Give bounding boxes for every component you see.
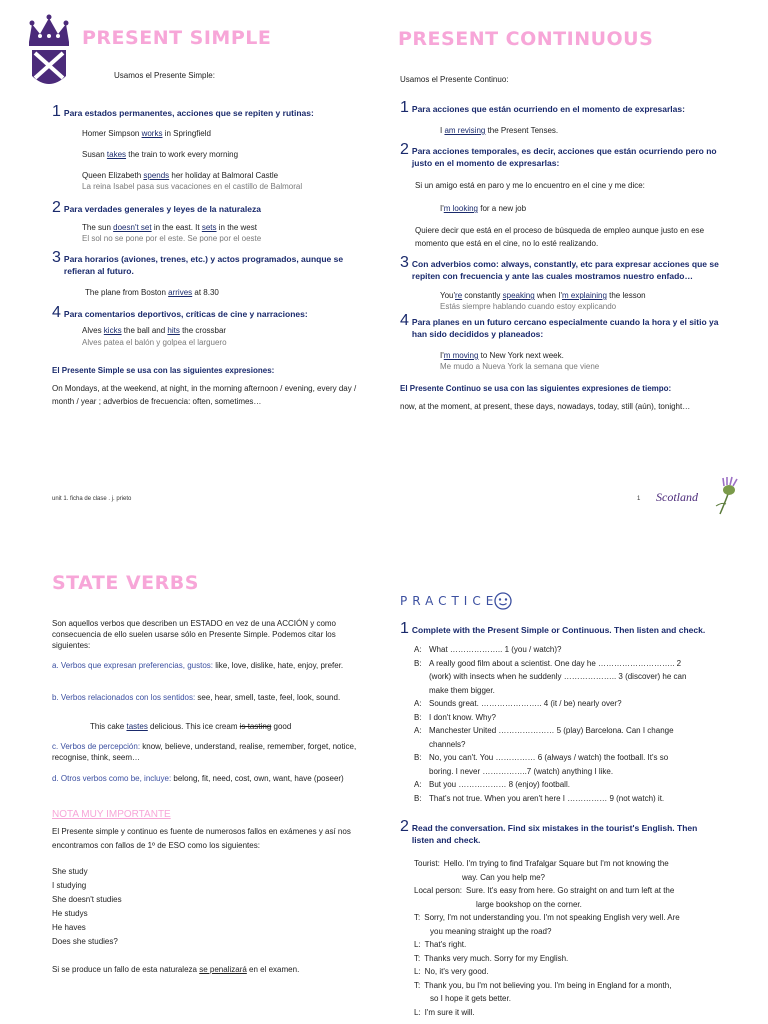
dialogue-text: Thank you, bu I'm not believing you. I'm being in England for a month,	[424, 980, 672, 990]
dialogue-line	[414, 938, 734, 952]
dialogue-line	[414, 898, 734, 912]
state-verbs-item-b: b. Verbos relacionados con los sentidos: see, hear, smell, taste, feel, look, sound.	[52, 693, 341, 702]
footer-left: unit 1. ficha de clase . j. prieto	[52, 496, 132, 502]
dialogue-text: No, you can't. You …………… 6 (always / watch) the football. It's so	[429, 753, 669, 762]
dialogue-text: That's not true. When you aren't here I …………… 9 (not watch) it.	[429, 793, 665, 803]
error-item: He studys	[52, 909, 88, 918]
dialogue-line	[414, 884, 734, 898]
ps-expressions-heading: El Presente Simple se usa con las siguientes expresiones:	[52, 366, 275, 375]
ps-expressions: On Mondays, at the weekend, at night, in the morning afternoon / evening, every day / month / year ; adverbios de frecuencia: often, sometimes…	[52, 384, 357, 406]
dialogue-text: I'm sure it will.	[424, 1007, 475, 1017]
present-continuous-intro: Usamos el Presente Continuo:	[400, 75, 509, 84]
speaker-label: B:	[414, 712, 422, 722]
speaker-label: L:	[414, 967, 421, 976]
dialogue-line	[414, 992, 734, 1006]
pc-text-2: Si un amigo está en paro y me lo encuentro en el cine y me dice:	[415, 181, 645, 190]
error-list	[52, 865, 122, 949]
ps-example-4: Alves kicks the ball and hits the crossbar	[82, 326, 227, 335]
dialogue-text: That's right.	[424, 940, 467, 949]
ps-example-1c: Queen Elizabeth spends her holiday at Balmoral Castle	[82, 171, 279, 180]
error-item: I studying	[52, 881, 87, 890]
speaker-label: A:	[414, 699, 422, 708]
dialogue-line	[414, 670, 734, 684]
pc-example-2: I'm looking for a new job	[440, 204, 527, 213]
practice-ex2-heading: 2 Read the conversation. Find six mistakes in the tourist's English. Then listen and check.	[400, 818, 698, 845]
dialogue-line	[414, 911, 734, 925]
dialogue-line	[414, 684, 734, 698]
state-verbs-item-c: c. Verbos de percepción: know, believe, understand, realise, remember, forget, notice, recognise, think, seem…	[52, 742, 357, 762]
speaker-label: Tourist:	[414, 859, 440, 868]
dialogue-text: boring. I never ……………..7 (watch) anything I like.	[429, 766, 614, 776]
ps-translation-1c: La reina Isabel pasa sus vacaciones en el castillo de Balmoral	[82, 182, 303, 191]
present-continuous-title: PRESENT CONTINUOUS	[398, 28, 654, 50]
dialogue-line	[414, 1006, 734, 1020]
dialogue-line	[414, 751, 734, 765]
state-verbs-example-b: This cake tastes delicious. This ice cream is tasting good	[90, 722, 292, 731]
pc-section-3: 3 Con adverbios como: always, constantly, etc para expresar acciones que se repiten con frecuencia y ante las cuales mostramos nuestro enfado…	[400, 254, 719, 281]
speaker-label: Local person:	[414, 886, 463, 895]
ps-example-3: The plane from Boston arrives at 8.30	[85, 288, 219, 297]
pc-section-2: 2 Para acciones temporales, es decir, acciones que están ocurriendo pero no justo en el momento de expresarlas:	[400, 141, 717, 168]
ps-example-1a: Homer Simpson works in Springfield	[82, 129, 211, 138]
pc-translation-3: Estás siempre hablando cuando estoy explicando	[440, 302, 617, 311]
pc-text-2b: Quiere decir que está en el proceso de búsqueda de empleo aunque justo en ese momento que está en el cine, no lo esté realizando.	[415, 226, 705, 248]
speaker-label: B:	[414, 793, 422, 803]
speaker-label: A:	[414, 645, 422, 654]
face-icon	[494, 592, 512, 610]
dialogue-text: No, it's very good.	[424, 967, 489, 976]
section-number: 1	[52, 103, 61, 120]
ps-section-4: 4 Para comentarios deportivos, críticas de cine y narraciones:	[52, 304, 308, 321]
speaker-label: A:	[414, 780, 422, 789]
dialogue-line	[414, 738, 734, 752]
dialogue-line	[414, 765, 734, 779]
ps-section-1	[52, 105, 352, 119]
practice-ex1-heading: 1 Complete with the Present Simple or Continuous. Then listen and check.	[400, 620, 706, 637]
ps-example-1b: Susan takes the train to work every morning	[82, 150, 239, 159]
error-item: He haves	[52, 923, 86, 932]
speaker-label: L:	[414, 940, 421, 949]
ps-translation-2: El sol no se pone por el este. Se pone por el oeste	[82, 234, 262, 243]
speaker-label: T:	[414, 980, 421, 990]
dialogue-line	[414, 792, 734, 806]
dialogue-text: Manchester United ………………… 5 (play) Barcelona. Can I change	[429, 726, 674, 735]
speaker-label: B:	[414, 658, 422, 668]
state-verbs-item-a: a. Verbos que expresan preferencias, gustos: like, love, dislike, hate, enjoy, prefer.	[52, 661, 344, 670]
pc-section-4: 4 Para planes en un futuro cercano especialmente cuando la hora y el sitio ya han sido decididos y planeados:	[400, 312, 719, 339]
ps-example-2: The sun doesn't set in the east. It sets in the west	[82, 223, 257, 232]
penalty-note: Si se produce un fallo de esta naturaleza se penalizará en el examen.	[52, 965, 300, 974]
nota-text: El Presente simple y continuo es fuente de numerosos fallos en exámenes y así nos encontramos con fallos de 1º de ESO como los siguientes:	[52, 827, 351, 850]
dialogue-text: Sorry, I'm not understanding you. I'm not speaking English very well. Are	[424, 913, 680, 922]
dialogue-line	[414, 643, 734, 657]
speaker-label: L:	[414, 1007, 421, 1017]
present-simple-title: PRESENT SIMPLE	[82, 27, 272, 49]
practice-ex2-lines	[414, 857, 734, 1019]
speaker-label: T:	[414, 953, 421, 963]
dialogue-text: What ……………….. 1 (you / watch)?	[429, 645, 562, 654]
practice-ex1-lines	[414, 643, 734, 805]
dialogue-text: Sure. It's easy from here. Go straight on and turn left at the	[466, 886, 675, 895]
dialogue-text: so I hope it gets better.	[430, 994, 511, 1003]
dialogue-text: make them bigger.	[429, 685, 495, 695]
crown-saltire-crest	[26, 14, 72, 94]
practice-title: PRACTICE	[400, 594, 499, 608]
pc-example-1: I am revising the Present Tenses.	[440, 126, 559, 135]
dialogue-text: way. Can you help me?	[462, 872, 546, 882]
dialogue-text: you meaning straight up the road?	[430, 926, 552, 936]
dialogue-line	[414, 857, 734, 871]
error-item: Does she studies?	[52, 937, 118, 946]
dialogue-text: (work) with insects when he suddenly ……………….. 3 (discover) he can	[429, 672, 687, 681]
dialogue-line	[414, 965, 734, 979]
dialogue-line	[414, 724, 734, 738]
dialogue-line	[414, 711, 734, 725]
pc-section-1: 1 Para acciones que están ocurriendo en el momento de expresarlas:	[400, 99, 685, 116]
pc-example-3: You're constantly speaking when I'm explaining the lesson	[440, 291, 646, 300]
dialogue-line	[414, 979, 734, 993]
dialogue-line	[414, 871, 734, 885]
dialogue-line	[414, 952, 734, 966]
dialogue-text: Hello. I'm trying to find Trafalgar Square but I'm not knowing the	[443, 859, 669, 868]
pc-expressions: now, at the moment, at present, these days, nowadays, today, still (aún), tonight…	[400, 402, 691, 411]
pc-example-4: I'm moving to New York next week.	[440, 351, 564, 360]
dialogue-text: large bookshop on the corner.	[476, 899, 582, 909]
ps-translation-4: Alves patea el balón y golpea el larguero	[82, 338, 227, 347]
ps-section-3: 3 Para horarios (aviones, trenes, etc.) y actos programados, aunque se refieran al futuro.	[52, 249, 344, 276]
dialogue-text: A really good film about a scientist. One day he ……………………….. 2	[429, 658, 682, 668]
scotland-label: Scotland	[656, 490, 698, 504]
section-heading: Para estados permanentes, acciones que se repiten y rutinas:	[63, 108, 314, 118]
state-verbs-item-d: d. Otros verbos como be, incluye: belong, fit, need, cost, own, want, have (poseer)	[52, 774, 344, 783]
dialogue-text: channels?	[429, 739, 466, 749]
dialogue-line	[414, 778, 734, 792]
dialogue-line	[414, 697, 734, 711]
dialogue-text: But you ……………… 8 (enjoy) football.	[429, 780, 570, 789]
thistle-icon	[712, 476, 742, 516]
dialogue-text: I don't know. Why?	[429, 712, 496, 722]
pc-translation-4: Me mudo a Nueva York la semana que viene	[440, 362, 600, 371]
ps-section-2: 2 Para verdades generales y leyes de la naturaleza	[52, 199, 261, 216]
dialogue-line	[414, 657, 734, 671]
pc-expressions-heading: El Presente Continuo se usa con las siguientes expresiones de tiempo:	[400, 384, 672, 393]
speaker-label: A:	[414, 726, 422, 735]
present-simple-intro: Usamos el Presente Simple:	[114, 71, 215, 80]
nota-heading: NOTA MUY IMPORTANTE	[52, 809, 171, 820]
speaker-label: T:	[414, 913, 421, 922]
speaker-label: B:	[414, 753, 422, 762]
error-item: She doesn't studies	[52, 895, 122, 904]
state-verbs-title: STATE VERBS	[52, 572, 199, 594]
dialogue-text: Sounds great. ………………….. 4 (it / be) nearly over?	[429, 699, 622, 708]
dialogue-line	[414, 925, 734, 939]
page-number: 1	[637, 496, 641, 502]
dialogue-text: Thanks very much. Sorry for my English.	[424, 953, 569, 963]
state-verbs-intro: Son aquellos verbos que describen un ESTADO en vez de una ACCIÓN y como consecuencia de ello suelen usarse sólo en Presente Simple. Podemos citar los siguientes:	[52, 619, 337, 650]
error-item: She study	[52, 867, 88, 876]
bottom-page	[0, 512, 768, 1024]
